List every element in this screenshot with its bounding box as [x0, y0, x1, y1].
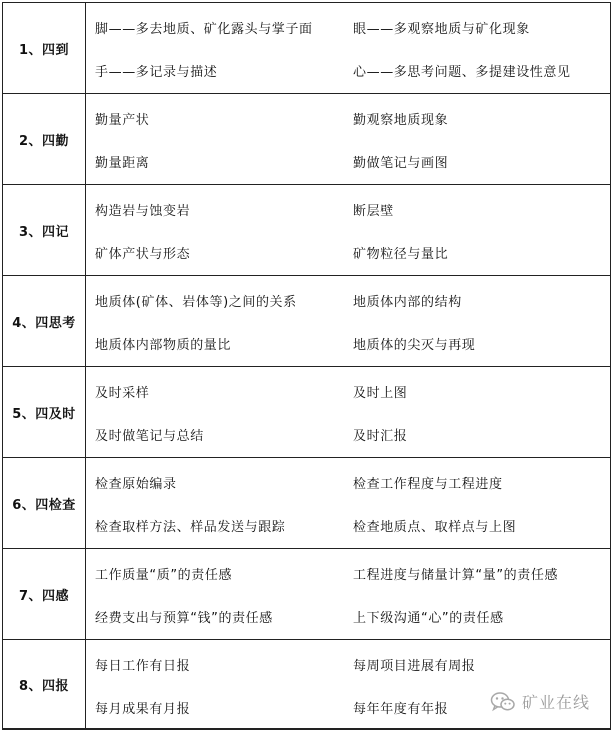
table-cell: 检查工作程度与工程进度 [353, 477, 503, 492]
table-cell: 及时上图 [353, 386, 408, 401]
row-label: 7、四感 [3, 549, 86, 639]
table-cell: 断层壁 [353, 204, 394, 219]
table-cell: 地质体内部的结构 [353, 295, 462, 310]
table-cell: 工程进度与储量计算“量”的责任感 [353, 568, 559, 583]
watermark [490, 690, 590, 713]
table-row [3, 549, 610, 640]
table-cell: 矿物粒径与量比 [353, 247, 449, 262]
row-label: 5、四及时 [3, 367, 86, 457]
summary-table [2, 2, 611, 730]
wechat-icon [490, 691, 516, 713]
watermark-text: 矿业在线 [521, 693, 590, 712]
table-cell: 上下级沟通“心”的责任感 [353, 611, 504, 626]
row-label: 1、四到 [3, 3, 86, 93]
table-cell: 构造岩与蚀变岩 [95, 204, 191, 219]
table-cell: 地质体内部物质的量比 [95, 338, 232, 353]
table-cell: 心——多思考问题、多提建设性意见 [353, 65, 571, 80]
table-cell: 及时汇报 [353, 429, 408, 444]
table-cell: 检查取样方法、样品发送与跟踪 [95, 520, 286, 535]
table-cell: 勤观察地质现象 [353, 113, 449, 128]
table-row [3, 458, 610, 549]
table-cell: 勤量距离 [95, 156, 150, 171]
table-cell: 每年年度有年报 [353, 702, 449, 717]
row-label: 6、四检查 [3, 458, 86, 548]
table-row [3, 640, 610, 729]
table-row [3, 367, 610, 458]
table-cell: 地质体的尖灭与再现 [353, 338, 476, 353]
table-cell: 勤做笔记与画图 [353, 156, 449, 171]
row-label: 4、四思考 [3, 276, 86, 366]
table-cell: 及时采样 [95, 386, 150, 401]
table-row [3, 276, 610, 367]
table-cell: 地质体(矿体、岩体等)之间的关系 [95, 295, 297, 310]
table-cell: 手——多记录与描述 [95, 65, 218, 80]
table-cell: 眼——多观察地质与矿化现象 [353, 22, 530, 37]
table-cell: 及时做笔记与总结 [95, 429, 204, 444]
table-cell: 工作质量“质”的责任感 [95, 568, 233, 583]
table-cell: 每日工作有日报 [95, 659, 191, 674]
row-label: 3、四记 [3, 185, 86, 275]
table-row [3, 185, 610, 276]
table-cell: 经费支出与预算“钱”的责任感 [95, 611, 273, 626]
table-cell: 勤量产状 [95, 113, 150, 128]
table-row [3, 3, 610, 94]
table-cell: 脚——多去地质、矿化露头与掌子面 [95, 22, 313, 37]
table-row [3, 94, 610, 185]
table-cell: 每月成果有月报 [95, 702, 191, 717]
table-cell: 每周项目进展有周报 [353, 659, 476, 674]
table-cell: 检查原始编录 [95, 477, 177, 492]
row-label: 2、四勤 [3, 94, 86, 184]
table-cell: 检查地质点、取样点与上图 [353, 520, 517, 535]
row-label: 8、四报 [3, 640, 86, 728]
table-cell: 矿体产状与形态 [95, 247, 191, 262]
